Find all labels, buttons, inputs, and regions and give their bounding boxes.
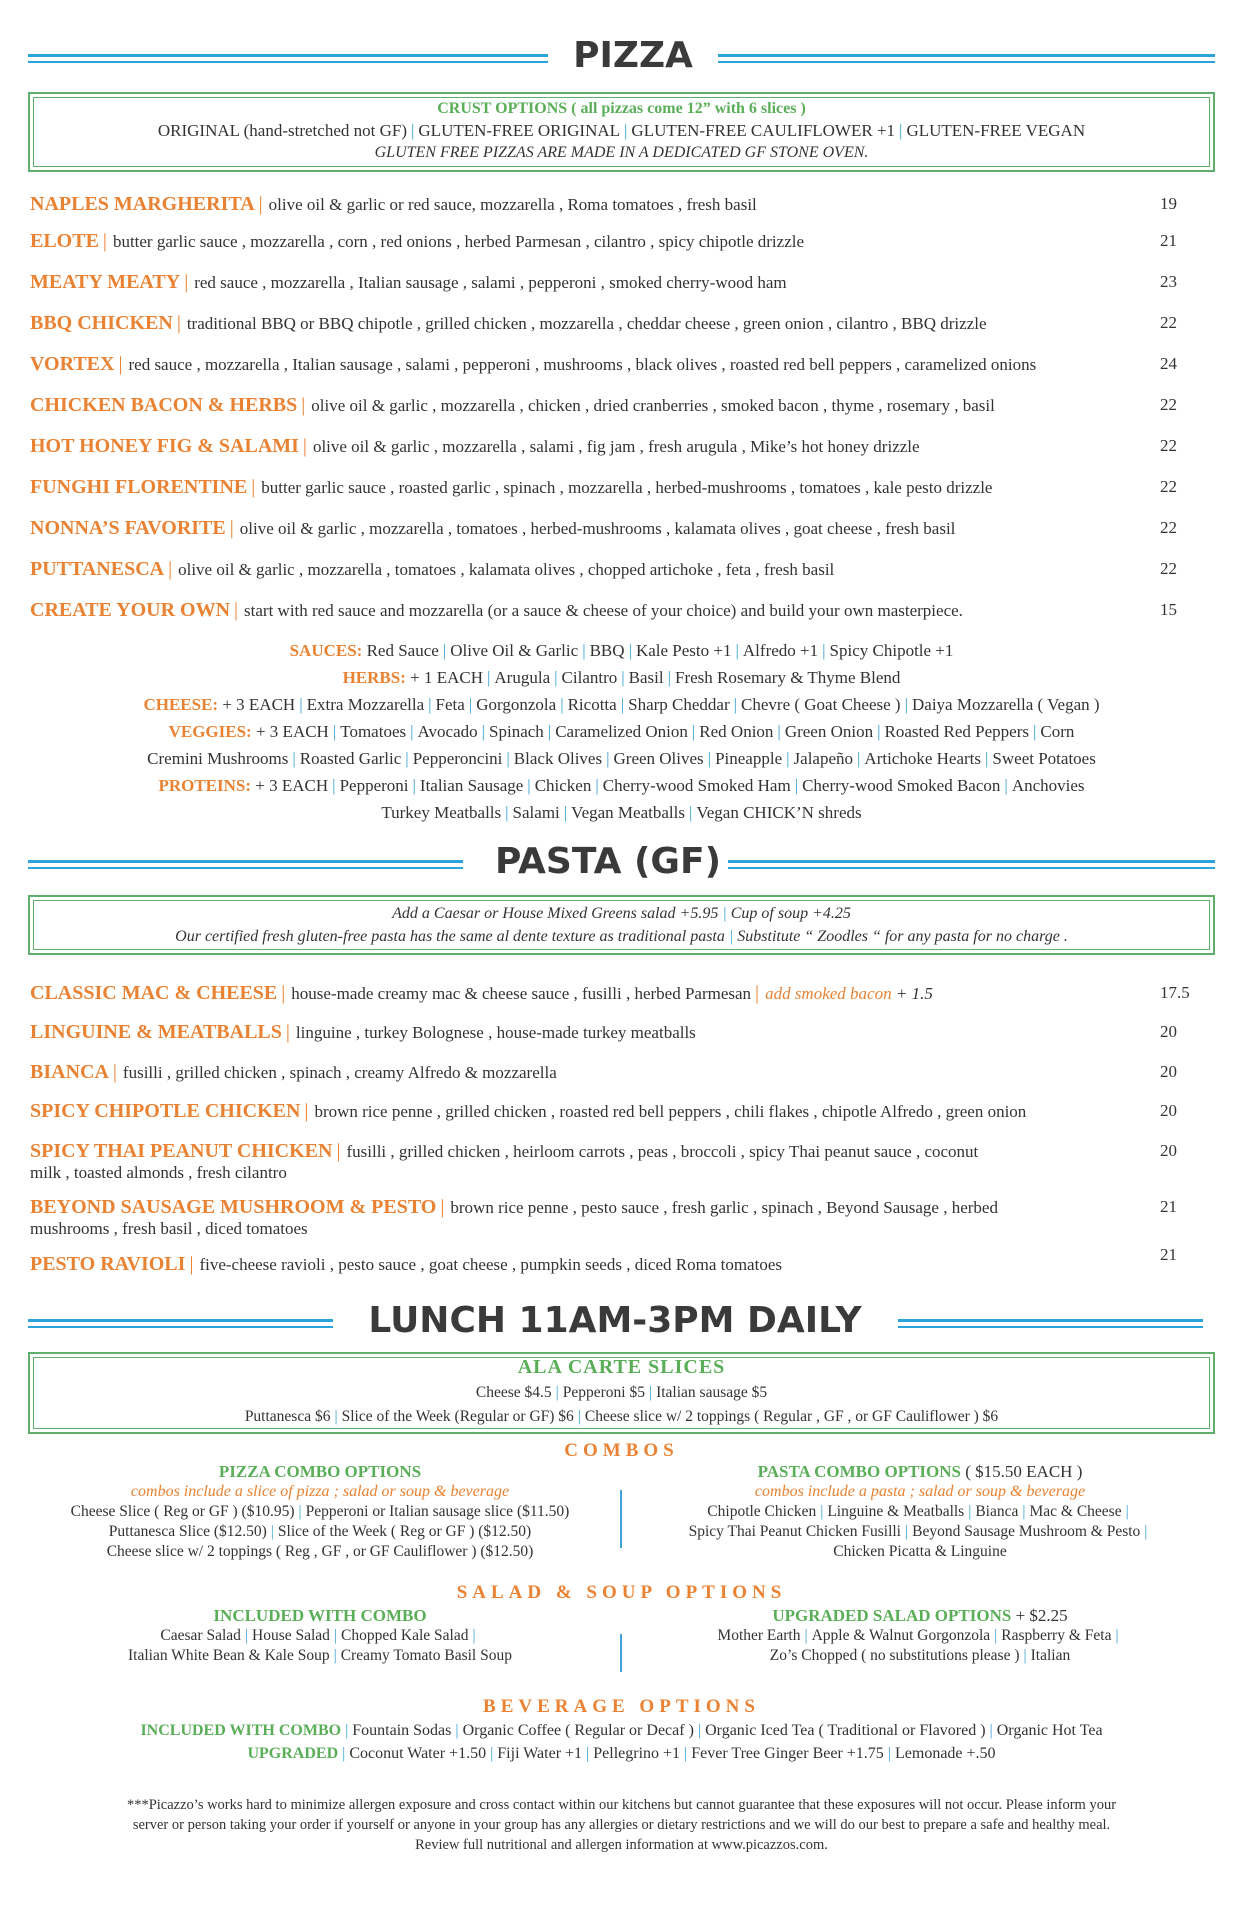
included-line-2 xyxy=(30,1646,610,1666)
option-item: Pineapple xyxy=(715,749,783,768)
option-item: Arugula xyxy=(494,668,551,687)
option-item: Caramelized Onion xyxy=(555,722,688,741)
salad-divider xyxy=(620,1634,622,1672)
item-price: 22 xyxy=(1160,436,1177,455)
option-item: Jalapeño xyxy=(793,749,854,768)
item-price: 22 xyxy=(1160,477,1177,496)
option-item: Italian sausage $5 xyxy=(656,1384,768,1401)
option-item: Slice of the Week (Regular or GF) $6 xyxy=(341,1408,574,1425)
item-description: olive oil & garlic , mozzarella , chicken , dried cranberries , smoked bacon , thyme , rosemary , basil xyxy=(311,396,995,415)
pasta-combo-line-1 xyxy=(630,1502,1210,1522)
proteins-line-2 xyxy=(28,802,1215,824)
item-description: red sauce , mozzarella , Italian sausage , salami , pepperoni , mushrooms , black olives , roasted red bell peppers , caramelized onions xyxy=(128,355,1037,374)
option-item: Anchovies xyxy=(1011,776,1085,795)
option-item: Extra Mozzarella xyxy=(306,695,425,714)
item-name: PESTO RAVIOLI xyxy=(30,1253,186,1275)
option-item: Daiya Mozzarella ( Vegan ) xyxy=(912,695,1100,714)
divider: | xyxy=(168,558,173,580)
sauces-line xyxy=(28,640,1215,662)
pasta-item xyxy=(30,1254,1135,1275)
pizza-item xyxy=(30,518,1165,539)
pizza-combo-heading: PIZZA COMBO OPTIONS xyxy=(218,1462,422,1481)
option-item: Olive Oil & Garlic xyxy=(450,641,579,660)
option-item: + 3 EACH xyxy=(255,776,329,795)
option-item: Organic Hot Tea xyxy=(996,1722,1103,1739)
option-item: Sharp Cheddar xyxy=(628,695,730,714)
option-item: + 3 EACH xyxy=(255,722,329,741)
pizza-title: PIZZA xyxy=(573,35,693,76)
included-salads-column xyxy=(30,1606,610,1666)
option-item: Artichoke Hearts xyxy=(864,749,982,768)
divider: | xyxy=(258,193,263,215)
option-list: Caesar Salad | House Salad | Chopped Kale Salad | xyxy=(160,1627,476,1644)
divider: | xyxy=(301,394,306,416)
pizza-combo-line-1 xyxy=(30,1502,610,1522)
item-price: 22 xyxy=(1160,518,1177,537)
beverage-upgraded-line: UPGRADED | Coconut Water +1.50 | Fiji Water +1 | Pellegrino +1 | Fever Tree Ginger Beer +1.75 | Lemonade +.50 xyxy=(247,1745,996,1762)
item-price: 21 xyxy=(1160,1197,1177,1216)
pizza-item xyxy=(30,477,1165,498)
divider: | xyxy=(176,312,181,334)
option-item: Fresh Rosemary & Thyme Blend xyxy=(675,668,901,687)
option-item: Zo’s Chopped ( no substitutions please ) xyxy=(769,1647,1020,1664)
pizza-combo-line-3: Cheese slice w/ 2 toppings ( Reg , GF , or GF Cauliflower ) ($12.50) xyxy=(106,1543,534,1560)
item-description: brown rice penne , grilled chicken , roasted red bell peppers , chili flakes , chipotle Alfredo , green onion xyxy=(314,1102,1027,1121)
divider: | xyxy=(755,982,760,1004)
option-item: Vegan Meatballs xyxy=(571,803,685,822)
option-item: Organic Iced Tea ( Traditional or Flavored ) xyxy=(705,1722,986,1739)
pasta-combo-sub: combos include a pasta ; salad or soup & beverage xyxy=(754,1483,1086,1500)
option-item: Chevre ( Goat Cheese ) xyxy=(741,695,901,714)
option-list: + 3 EACH | Pepperoni | Italian Sausage | Chicken | Cherry-wood Smoked Ham | Cherry-wood Smoked Bacon | Anchovies xyxy=(255,776,1085,795)
soup-addon: Cup of soup +4.25 xyxy=(730,905,851,922)
pasta-title: PASTA (GF) xyxy=(494,841,722,882)
option-list: Cheese $4.5 | Pepperoni $5 | Italian sausage $5 xyxy=(475,1384,768,1401)
option-item: Basil xyxy=(628,668,664,687)
divider: | xyxy=(118,353,123,375)
divider: | xyxy=(112,1061,117,1083)
option-list: Cheese Slice ( Reg or GF ) ($10.95) | Pepperoni or Italian sausage slice ($11.50) xyxy=(70,1503,570,1520)
lunch-title: LUNCH 11AM-3PM DAILY xyxy=(368,1300,862,1341)
option-item: Green Onion xyxy=(784,722,874,741)
upgraded-line-1 xyxy=(630,1626,1210,1646)
item-price: 19 xyxy=(1160,194,1177,213)
item-name: CLASSIC MAC & CHEESE xyxy=(30,982,278,1004)
item-price: 22 xyxy=(1160,559,1177,578)
item-description: linguine , turkey Bolognese , house-made turkey meatballs xyxy=(295,1023,696,1042)
option-item: Cheese slice w/ 2 toppings ( Regular , GF , or GF Cauliflower ) $6 xyxy=(584,1408,999,1425)
upgraded-heading: UPGRADED SALAD OPTIONS xyxy=(772,1606,1012,1625)
option-item: Italian White Bean & Kale Soup xyxy=(128,1647,330,1664)
option-item: Spicy Thai Peanut Chicken Fusilli xyxy=(688,1523,901,1540)
item-price: 24 xyxy=(1160,354,1177,373)
pizza-item xyxy=(30,395,1165,416)
item-price: 15 xyxy=(1160,600,1177,619)
pizza-item xyxy=(30,600,1165,621)
option-list: + 1 EACH | Arugula | Cilantro | Basil | Fresh Rosemary & Thyme Blend xyxy=(410,668,901,687)
crust-option: ORIGINAL (hand-stretched not GF) xyxy=(157,121,407,140)
crust-options-box xyxy=(28,92,1215,172)
option-item: Slice of the Week ( Reg or GF ) ($12.50) xyxy=(277,1523,532,1540)
item-name: BIANCA xyxy=(30,1061,109,1083)
option-list: Spicy Thai Peanut Chicken Fusilli | Beyond Sausage Mushroom & Pesto | xyxy=(688,1523,1148,1540)
item-description: fusilli , grilled chicken , spinach , creamy Alfredo & mozzarella xyxy=(122,1063,557,1082)
option-list: Puttanesca Slice ($12.50) | Slice of the Week ( Reg or GF ) ($12.50) xyxy=(108,1523,532,1540)
pizza-combo-line-2 xyxy=(30,1522,610,1542)
item-name: NAPLES MARGHERITA xyxy=(30,193,255,215)
cheese-label: CHEESE: xyxy=(143,695,219,714)
item-name: HOT HONEY FIG & SALAMI xyxy=(30,435,299,457)
divider: | xyxy=(336,1140,341,1162)
crust-options-list: ORIGINAL (hand-stretched not GF) | GLUTEN-FREE ORIGINAL | GLUTEN-FREE CAULIFLOWER +1 | GLUTEN-FREE VEGAN xyxy=(157,121,1086,140)
item-description: butter garlic sauce , roasted garlic , spinach , mozzarella , herbed-mushrooms , tomatoes , kale pesto drizzle xyxy=(261,478,993,497)
pasta-combo-column xyxy=(630,1462,1210,1562)
item-price: 20 xyxy=(1160,1141,1177,1160)
proteins-line-1 xyxy=(28,775,1215,797)
item-price: 22 xyxy=(1160,313,1177,332)
item-price: 22 xyxy=(1160,395,1177,414)
pizza-header xyxy=(28,32,1215,88)
slices-line-2 xyxy=(30,1408,1213,1426)
divider: | xyxy=(189,1253,194,1275)
option-item: + 3 EACH xyxy=(222,695,296,714)
pizza-item xyxy=(30,194,1165,215)
item-description-cont: mushrooms , fresh basil , diced tomatoes xyxy=(30,1219,308,1238)
item-addon: add smoked bacon xyxy=(765,984,892,1003)
header-rule-left xyxy=(28,860,463,863)
upgraded-heading-row xyxy=(630,1606,1210,1626)
pizza-item xyxy=(30,231,1165,252)
divider: | xyxy=(285,1021,290,1043)
item-name: FUNGHI FLORENTINE xyxy=(30,476,248,498)
item-name: PUTTANESCA xyxy=(30,558,165,580)
option-item: Cheese Slice ( Reg or GF ) ($10.95) xyxy=(70,1503,295,1520)
pasta-box-line-1: Add a Caesar or House Mixed Greens salad +5.95 | Cup of soup +4.25 xyxy=(392,905,851,922)
option-item: Chopped Kale Salad xyxy=(341,1627,469,1644)
item-price: 21 xyxy=(1160,1245,1177,1264)
option-item: Creamy Tomato Basil Soup xyxy=(340,1647,512,1664)
divider: | xyxy=(184,271,189,293)
footer-line-2: server or person taking your order if yourself or anyone in your group has any allergies or dietary restrictions and we will do our best to prepare a safe and healthy meal. xyxy=(132,1817,1111,1833)
option-item: Ricotta xyxy=(567,695,617,714)
header-rule-right xyxy=(728,860,1215,863)
option-item: Gorgonzola xyxy=(476,695,557,714)
item-description: olive oil & garlic , mozzarella , salami , fig jam , fresh arugula , Mike’s hot honey drizzle xyxy=(312,437,920,456)
pizza-combo-column xyxy=(30,1462,610,1562)
header-rule-left xyxy=(28,1319,333,1322)
herbs-line xyxy=(28,667,1215,689)
pizza-item xyxy=(30,354,1165,375)
header-rule-right xyxy=(718,54,1215,57)
header-rule-right xyxy=(898,1319,1203,1322)
pizza-item xyxy=(30,436,1165,457)
option-list: Coconut Water +1.50 | Fiji Water +1 | Pellegrino +1 | Fever Tree Ginger Beer +1.75 | Lemonade +.50 xyxy=(349,1745,996,1762)
option-item: Raspberry & Feta xyxy=(1001,1627,1112,1644)
pasta-item xyxy=(30,1022,1135,1043)
footer-line-1: ***Picazzo’s works hard to minimize allergen exposure and cross contact within our kitchens but cannot guarantee that these exposures will not occur. Please inform your xyxy=(126,1797,1117,1813)
pasta-item xyxy=(30,1141,1135,1183)
beverage-heading: BEVERAGE OPTIONS xyxy=(483,1696,760,1717)
option-item: Fever Tree Ginger Beer +1.75 xyxy=(691,1745,884,1762)
upgraded-price: + $2.25 xyxy=(1015,1606,1068,1625)
item-description: olive oil & garlic or red sauce, mozzarella , Roma tomatoes , fresh basil xyxy=(268,195,757,214)
slices-heading: ALA CARTE SLICES xyxy=(517,1356,726,1378)
option-item: Pepperoncini xyxy=(412,749,503,768)
included-heading: INCLUDED WITH COMBO xyxy=(213,1606,427,1625)
option-item: BBQ xyxy=(589,641,625,660)
divider: | xyxy=(440,1196,445,1218)
option-item: Organic Coffee ( Regular or Decaf ) xyxy=(462,1722,694,1739)
option-list: Italian White Bean & Kale Soup | Creamy Tomato Basil Soup xyxy=(128,1647,512,1664)
option-list: + 3 EACH | Extra Mozzarella | Feta | Gorgonzola | Ricotta | Sharp Cheddar | Chevre ( Goat Cheese ) | Daiya Mozzarella ( Vegan ) xyxy=(222,695,1100,714)
item-description: traditional BBQ or BBQ chipotle , grilled chicken , mozzarella , cheddar cheese , green onion , cilantro , BBQ drizzle xyxy=(186,314,987,333)
item-name: NONNA’S FAVORITE xyxy=(30,517,226,539)
option-item: Puttanesca Slice ($12.50) xyxy=(108,1523,267,1540)
item-description-cont: milk , toasted almonds , fresh cilantro xyxy=(30,1163,287,1182)
option-item: Alfredo +1 xyxy=(742,641,819,660)
included-line-1 xyxy=(30,1626,610,1646)
divider: | xyxy=(281,982,286,1004)
item-name: CREATE YOUR OWN xyxy=(30,599,231,621)
option-item: Tomatoes xyxy=(340,722,407,741)
pasta-combo-heading-row xyxy=(630,1462,1210,1482)
option-item: Cheese $4.5 xyxy=(475,1384,552,1401)
option-item: Salami xyxy=(512,803,560,822)
divider: | xyxy=(229,517,234,539)
item-price: 20 xyxy=(1160,1101,1177,1120)
beverage-included-line: INCLUDED WITH COMBO | Fountain Sodas | Organic Coffee ( Regular or Decaf ) | Organic Iced Tea ( Traditional or Flavored ) | Organic Hot Tea xyxy=(140,1722,1103,1739)
upgraded-salads-column xyxy=(630,1606,1210,1666)
pizza-item xyxy=(30,559,1165,580)
option-item: Italian Sausage xyxy=(419,776,524,795)
option-item: Linguine & Meatballs xyxy=(827,1503,965,1520)
option-list: Chipotle Chicken | Linguine & Meatballs | Bianca | Mac & Cheese | xyxy=(707,1503,1129,1520)
pasta-item xyxy=(30,1101,1135,1122)
item-price: 20 xyxy=(1160,1062,1177,1081)
item-description: house-made creamy mac & cheese sauce , fusilli , herbed Parmesan xyxy=(291,984,752,1003)
pasta-info-box xyxy=(28,895,1215,955)
divider: | xyxy=(234,599,239,621)
option-item: Chicken xyxy=(534,776,592,795)
item-name: BBQ CHICKEN xyxy=(30,312,173,334)
option-item: Avocado xyxy=(417,722,478,741)
option-item: Vegan CHICK’N shreds xyxy=(696,803,862,822)
item-name: BEYOND SAUSAGE MUSHROOM & PESTO xyxy=(30,1196,437,1218)
option-item: + 1 EACH xyxy=(410,668,483,687)
option-item: Coconut Water +1.50 xyxy=(349,1745,487,1762)
option-item: Roasted Red Peppers xyxy=(884,722,1029,741)
item-addon-price: + 1.5 xyxy=(895,984,933,1003)
option-item: Spicy Chipotle +1 xyxy=(829,641,954,660)
option-item: Cherry-wood Smoked Ham xyxy=(602,776,791,795)
combos-heading: COMBOS xyxy=(564,1440,679,1461)
crust-option: GLUTEN-FREE CAULIFLOWER +1 xyxy=(631,121,896,140)
option-item: Pellegrino +1 xyxy=(593,1745,681,1762)
pasta-header xyxy=(28,838,1215,894)
option-item: Pepperoni xyxy=(339,776,409,795)
option-list: Cremini Mushrooms | Roasted Garlic | Pepperoncini | Black Olives | Green Olives | Pineapple | Jalapeño | Artichoke Hearts | Sweet Potatoes xyxy=(147,749,1096,768)
option-item: Cremini Mushrooms xyxy=(147,749,289,768)
option-item: Fountain Sodas xyxy=(352,1722,452,1739)
item-name: ELOTE xyxy=(30,230,99,252)
option-item: Mother Earth xyxy=(717,1627,801,1644)
option-item: Kale Pesto +1 xyxy=(635,641,732,660)
option-item: Caesar Salad xyxy=(160,1627,241,1644)
option-item: Sweet Potatoes xyxy=(992,749,1096,768)
proteins-label: PROTEINS: xyxy=(158,776,252,795)
salad-soup-heading: SALAD & SOUP OPTIONS xyxy=(456,1582,787,1603)
option-item: Italian xyxy=(1030,1647,1071,1664)
option-list: Turkey Meatballs | Salami | Vegan Meatballs | Vegan CHICK’N shreds xyxy=(381,803,862,822)
option-list: Red Sauce | Olive Oil & Garlic | BBQ | Kale Pesto +1 | Alfredo +1 | Spicy Chipotle +1 xyxy=(366,641,954,660)
bev-upgraded-label: UPGRADED xyxy=(247,1745,339,1762)
slices-line-1 xyxy=(30,1384,1213,1402)
veggies-line-2 xyxy=(28,748,1215,770)
item-description: olive oil & garlic , mozzarella , tomatoes , herbed-mushrooms , kalamata olives , goat cheese , fresh basil xyxy=(239,519,956,538)
crust-note: GLUTEN FREE PIZZAS ARE MADE IN A DEDICATED GF STONE OVEN. xyxy=(374,144,869,161)
option-item: Spinach xyxy=(489,722,544,741)
divider: | xyxy=(102,230,107,252)
item-name: LINGUINE & MEATBALLS xyxy=(30,1021,282,1043)
item-name: SPICY THAI PEANUT CHICKEN xyxy=(30,1140,333,1162)
option-item: Lemonade +.50 xyxy=(895,1745,996,1762)
item-name: MEATY MEATY xyxy=(30,271,181,293)
pasta-item xyxy=(30,1062,1135,1083)
veggies-line-1 xyxy=(28,721,1215,743)
sauces-label: SAUCES: xyxy=(289,641,363,660)
item-price: 21 xyxy=(1160,231,1177,250)
pasta-combo-line-2 xyxy=(630,1522,1210,1542)
salad-addon: Add a Caesar or House Mixed Greens salad +5.95 xyxy=(392,905,719,922)
item-description: olive oil & garlic , mozzarella , tomatoes , kalamata olives , chopped artichoke , feta , fresh basil xyxy=(178,560,835,579)
option-item: Chipotle Chicken xyxy=(707,1503,817,1520)
option-list: Zo’s Chopped ( no substitutions please ) | Italian xyxy=(769,1647,1071,1664)
option-item: Puttanesca $6 xyxy=(244,1408,331,1425)
footer-line-3: Review full nutritional and allergen information at www.picazzos.com. xyxy=(415,1837,828,1853)
item-description: brown rice penne , pesto sauce , fresh garlic , spinach , Beyond Sausage , herbed xyxy=(450,1198,998,1217)
gf-pasta-note: Our certified fresh gluten-free pasta has the same al dente texture as traditional pasta xyxy=(175,928,725,945)
combo-divider xyxy=(620,1490,622,1548)
option-item: Turkey Meatballs xyxy=(381,803,502,822)
option-item: Red Onion xyxy=(699,722,774,741)
pasta-combo-heading: PASTA COMBO OPTIONS xyxy=(757,1462,962,1481)
pasta-item xyxy=(30,1197,1135,1239)
item-price: 17.5 xyxy=(1160,983,1190,1002)
divider: | xyxy=(304,1100,309,1122)
option-item: Bianca xyxy=(975,1503,1019,1520)
option-item: Cherry-wood Smoked Bacon xyxy=(802,776,1001,795)
option-item: Beyond Sausage Mushroom & Pesto xyxy=(912,1523,1141,1540)
slices-box xyxy=(28,1352,1215,1434)
item-price: 20 xyxy=(1160,1022,1177,1041)
option-item: Pepperoni $5 xyxy=(562,1384,645,1401)
pasta-combo-price: ( $15.50 EACH ) xyxy=(965,1462,1083,1481)
pasta-combo-line-3: Chicken Picatta & Linguine xyxy=(833,1543,1007,1560)
allergen-footer xyxy=(28,1795,1215,1855)
option-list: + 3 EACH | Tomatoes | Avocado | Spinach | Caramelized Onion | Red Onion | Green Onion | Roasted Red Peppers | Corn xyxy=(255,722,1075,741)
item-price: 23 xyxy=(1160,272,1177,291)
item-description: fusilli , grilled chicken , heirloom carrots , peas , broccoli , spicy Thai peanut sauce , coconut xyxy=(346,1142,979,1161)
option-item: Roasted Garlic xyxy=(299,749,402,768)
divider: | xyxy=(251,476,256,498)
divider: | xyxy=(302,435,307,457)
bev-included-label: INCLUDED WITH COMBO xyxy=(140,1722,342,1739)
pizza-item xyxy=(30,313,1165,334)
pasta-box-line-2: Our certified fresh gluten-free pasta has the same al dente texture as traditional pasta | Substitute “ Zoodles “ for any pasta for no charge . xyxy=(175,928,1068,945)
pizza-item xyxy=(30,272,1165,293)
pizza-combo-sub: combos include a slice of pizza ; salad or soup & beverage xyxy=(130,1483,510,1500)
crust-option: GLUTEN-FREE ORIGINAL xyxy=(418,121,621,140)
item-name: VORTEX xyxy=(30,353,115,375)
option-item: Black Olives xyxy=(513,749,603,768)
item-name: SPICY CHIPOTLE CHICKEN xyxy=(30,1100,301,1122)
cheese-line xyxy=(28,694,1215,716)
option-item: Cilantro xyxy=(561,668,618,687)
item-description: red sauce , mozzarella , Italian sausage , salami , pepperoni , smoked cherry-wood ham xyxy=(194,273,787,292)
option-item: Red Sauce xyxy=(366,641,439,660)
zoodles-note: Substitute “ Zoodles “ for any pasta for no charge . xyxy=(737,928,1068,945)
item-name: CHICKEN BACON & HERBS xyxy=(30,394,298,416)
item-description: five-cheese ravioli , pesto sauce , goat cheese , pumpkin seeds , diced Roma tomatoes xyxy=(199,1255,782,1274)
option-item: Feta xyxy=(435,695,465,714)
option-item: Pepperoni or Italian sausage slice ($11.50) xyxy=(305,1503,570,1520)
herbs-label: HERBS: xyxy=(342,668,406,687)
option-item: House Salad xyxy=(252,1627,330,1644)
header-rule-left xyxy=(28,54,548,57)
item-description: start with red sauce and mozzarella (or a sauce & cheese of your choice) and build your own masterpiece. xyxy=(244,601,963,620)
option-item: Apple & Walnut Gorgonzola xyxy=(811,1627,991,1644)
pasta-item xyxy=(30,983,1135,1004)
option-list: Puttanesca $6 | Slice of the Week (Regular or GF) $6 | Cheese slice w/ 2 toppings ( Regular , GF , or GF Cauliflower ) $6 xyxy=(244,1408,999,1425)
option-item: Mac & Cheese xyxy=(1029,1503,1122,1520)
option-list: Fountain Sodas | Organic Coffee ( Regular or Decaf ) | Organic Iced Tea ( Traditional or Flavored ) | Organic Hot Tea xyxy=(352,1722,1103,1739)
lunch-header xyxy=(28,1297,1215,1353)
option-item: Green Olives xyxy=(613,749,704,768)
veggies-label: VEGGIES: xyxy=(168,722,252,741)
upgraded-line-2 xyxy=(630,1646,1210,1666)
option-list: Mother Earth | Apple & Walnut Gorgonzola | Raspberry & Feta | xyxy=(717,1627,1119,1644)
item-description: butter garlic sauce , mozzarella , corn , red onions , herbed Parmesan , cilantro , spicy chipotle drizzle xyxy=(112,232,805,251)
option-item: Corn xyxy=(1040,722,1075,741)
crust-option: GLUTEN-FREE VEGAN xyxy=(906,121,1086,140)
option-item: Fiji Water +1 xyxy=(497,1745,583,1762)
crust-heading: CRUST OPTIONS ( all pizzas come 12” with 6 slices ) xyxy=(437,100,806,117)
